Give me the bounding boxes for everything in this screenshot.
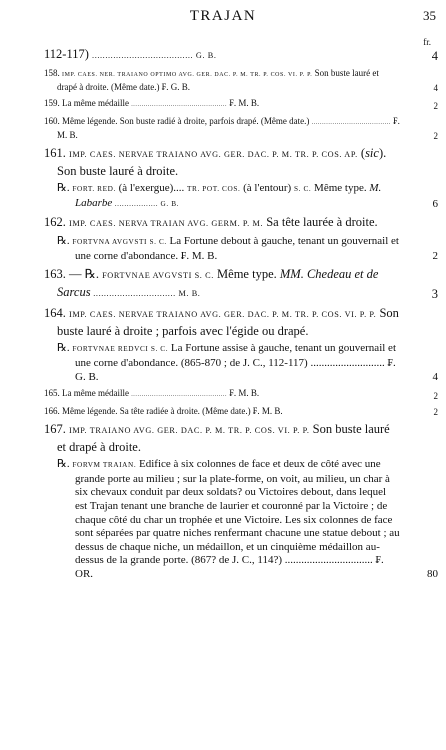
coin-legend: IMP. CAES. NERVAE TRAIANO AVG. GER. DAC. P. M. TR. P. COS. VI. P. P. <box>69 310 377 320</box>
entry-text <box>44 421 400 455</box>
entry-segment: Son buste lauré et drapé à droite. <box>57 422 390 455</box>
catalogue-entry <box>44 405 438 421</box>
coin-legend: ............................... M. B. <box>90 289 201 299</box>
italic-text: M. Labarbe <box>75 182 382 209</box>
entry-segment: ℞. <box>57 342 73 355</box>
coin-legend: .............................................. <box>131 102 228 108</box>
catalogue-entry <box>57 342 438 387</box>
entry-segment: Même type. <box>213 267 280 282</box>
catalogue-entries <box>0 46 446 585</box>
entry-segment: (à l'exergue).... <box>115 182 187 194</box>
coin-legend: ...................................... <box>92 51 194 60</box>
page-header <box>0 8 446 34</box>
coin-legend: FORTVNA AVGVSTI S. C. <box>72 238 167 247</box>
entry-segment: 165. La même médaille <box>44 388 132 399</box>
entry-segment: 166. Même légende. Sa tête radiée à droite. (Même date.) ₣. M. B. <box>44 406 283 417</box>
entry-segment: 159. La même médaille <box>44 98 132 108</box>
entry-segment: La Fortune assise à gauche, tenant un gouvernail et une corne d'abondance. (865-870 ; de J. C., 112-117) ........................... ₣. G. B. <box>75 342 396 383</box>
coin-legend: G. B. <box>193 51 217 60</box>
entry-segment: (à l'entour) <box>240 182 294 194</box>
coin-legend: IMP. TRAIANO AVG. GER. DAC. P. M. TR. P. COS. VI. P. P. <box>69 426 310 436</box>
catalogue-entry <box>44 145 400 182</box>
italic-text: MM. Chedeau et de Sarcus <box>57 267 379 300</box>
entry-segment: Son buste lauré et drapé à droite. (Même date.) ₣. G. B. <box>57 68 379 92</box>
entry-text <box>44 46 400 64</box>
coin-legend: FORTVNAE REDVCI S. C. <box>72 345 169 354</box>
entry-segment: ( <box>357 146 366 160</box>
coin-legend: FORTVNAE AVGVSTI S. C. <box>102 271 214 281</box>
entry-segment: Son buste lauré à droite ; parfois avec l'égide ou drapé. <box>57 306 399 339</box>
entry-segment: ℞. <box>57 235 73 248</box>
catalogue-entry <box>57 458 438 584</box>
rarity-value: 4 <box>431 49 438 63</box>
entry-segment: Même type. <box>311 182 370 194</box>
entry-text <box>44 387 400 401</box>
entry-segment: 162. <box>44 215 69 230</box>
rarity-value: 2 <box>433 131 438 141</box>
catalogue-entry <box>44 97 438 115</box>
catalogue-entry <box>44 421 400 458</box>
entry-segment: ₣. M. B. <box>227 98 260 108</box>
entry-text <box>44 115 400 141</box>
entry-text <box>44 305 400 339</box>
rarity-value: 2 <box>432 249 438 262</box>
coin-legend: IMP. CAES. NERVAE TRAIANO AVG. GER. DAC. P. M. TR. P. COS. AP. <box>69 150 358 159</box>
entry-segment: ₣. M. B. <box>57 116 400 140</box>
coin-legend: FORVM TRAIAN. <box>72 461 137 470</box>
coin-legend: ...................................... <box>311 120 391 126</box>
rarity-value: 6 <box>432 197 438 210</box>
rarity-value: 80 <box>427 567 438 580</box>
entry-segment: 158. <box>44 68 62 78</box>
coin-legend: IMP. CAES. NERVA TRAIAN AVG. GERM. P. M. <box>69 219 264 229</box>
catalogue-entry <box>57 182 438 214</box>
entry-segment: 164. <box>44 306 69 321</box>
rarity-value: 3 <box>431 287 438 302</box>
entry-segment: 160. Même légende. Son buste radié à droite, parfois drapé. (Même date.) <box>44 116 312 126</box>
rarity-value: 4 <box>432 370 438 383</box>
entry-segment: ). Son buste lauré à droite. <box>57 146 387 178</box>
coin-legend: TR. POT. COS. <box>186 185 241 193</box>
italic-text: sic <box>365 146 379 160</box>
entry-text <box>44 145 400 179</box>
catalogue-entry <box>44 67 438 97</box>
rarity-value: 2 <box>433 101 438 111</box>
catalogue-entry <box>57 235 438 266</box>
entry-segment: ₣. M. B. <box>227 388 260 399</box>
rarity-value: 2 <box>433 391 438 402</box>
entry-segment: Edifice à six colonnes de face et deux de côté avec une grande porte au milieu ; sur la plate-forme, on voit, au milieu, un char à six chevaux conduit par deux soldats? ou Victoires debout, dans lequel est Trajan tenant une branche de laurier et couronné par la Victoire ; de chaque côté du char un trophée et une Victoire. Les six colonnes de face sont séparées par quatre niches renfermant chacune une statue debout ; au dessus de chaque niche, un médaillon, et un cinquième médaillon au-dessus de la grande porte. (867? de J. C., 114?) ................................ ₣. OR. <box>75 458 400 580</box>
coin-legend: IMP. CAES. NER. TRAIANO OPTIMO AVG. GER. DAC. P. M. TR. P. COS. VI. P. P. <box>62 72 313 78</box>
entry-text <box>44 97 400 111</box>
entry-segment: ℞. <box>57 458 73 471</box>
entry-segment: 112-117) <box>44 47 93 61</box>
entry-text <box>44 405 400 417</box>
entry-segment: 167. <box>44 422 69 437</box>
catalogue-entry <box>44 266 438 305</box>
entry-segment: ℞. <box>57 182 73 194</box>
entry-text <box>57 458 400 581</box>
page-number: 35 <box>423 8 436 23</box>
entry-segment: La Fortune debout à gauche, tenant un gouvernail et une corne d'abondance. ₣. M. B. <box>75 235 399 262</box>
catalogue-entry <box>44 387 438 405</box>
entry-segment: 163. — ℞. <box>44 267 103 282</box>
entry-segment: 161. <box>44 146 69 160</box>
rarity-value: 2 <box>433 407 438 418</box>
rarity-value: 4 <box>433 83 438 93</box>
entry-text <box>44 67 400 93</box>
catalogue-entry <box>44 214 400 235</box>
coin-legend: FORT. RED. <box>72 185 116 193</box>
rarity-column-label: fr. <box>423 37 431 47</box>
catalogue-entry <box>44 115 438 145</box>
running-title: TRAJAN <box>189 8 257 24</box>
entry-segment: Sa tête laurée à droite. <box>263 215 378 230</box>
entry-text <box>57 182 400 211</box>
entry-text <box>57 235 400 263</box>
catalogue-entry <box>44 46 438 67</box>
coin-legend: S. C. <box>293 185 312 193</box>
coin-legend: .................. G. B. <box>112 199 180 208</box>
entry-text <box>44 266 400 302</box>
coin-legend: .............................................. <box>131 392 228 399</box>
entry-text <box>44 214 400 232</box>
entry-text <box>57 342 400 384</box>
catalogue-entry <box>44 305 400 342</box>
